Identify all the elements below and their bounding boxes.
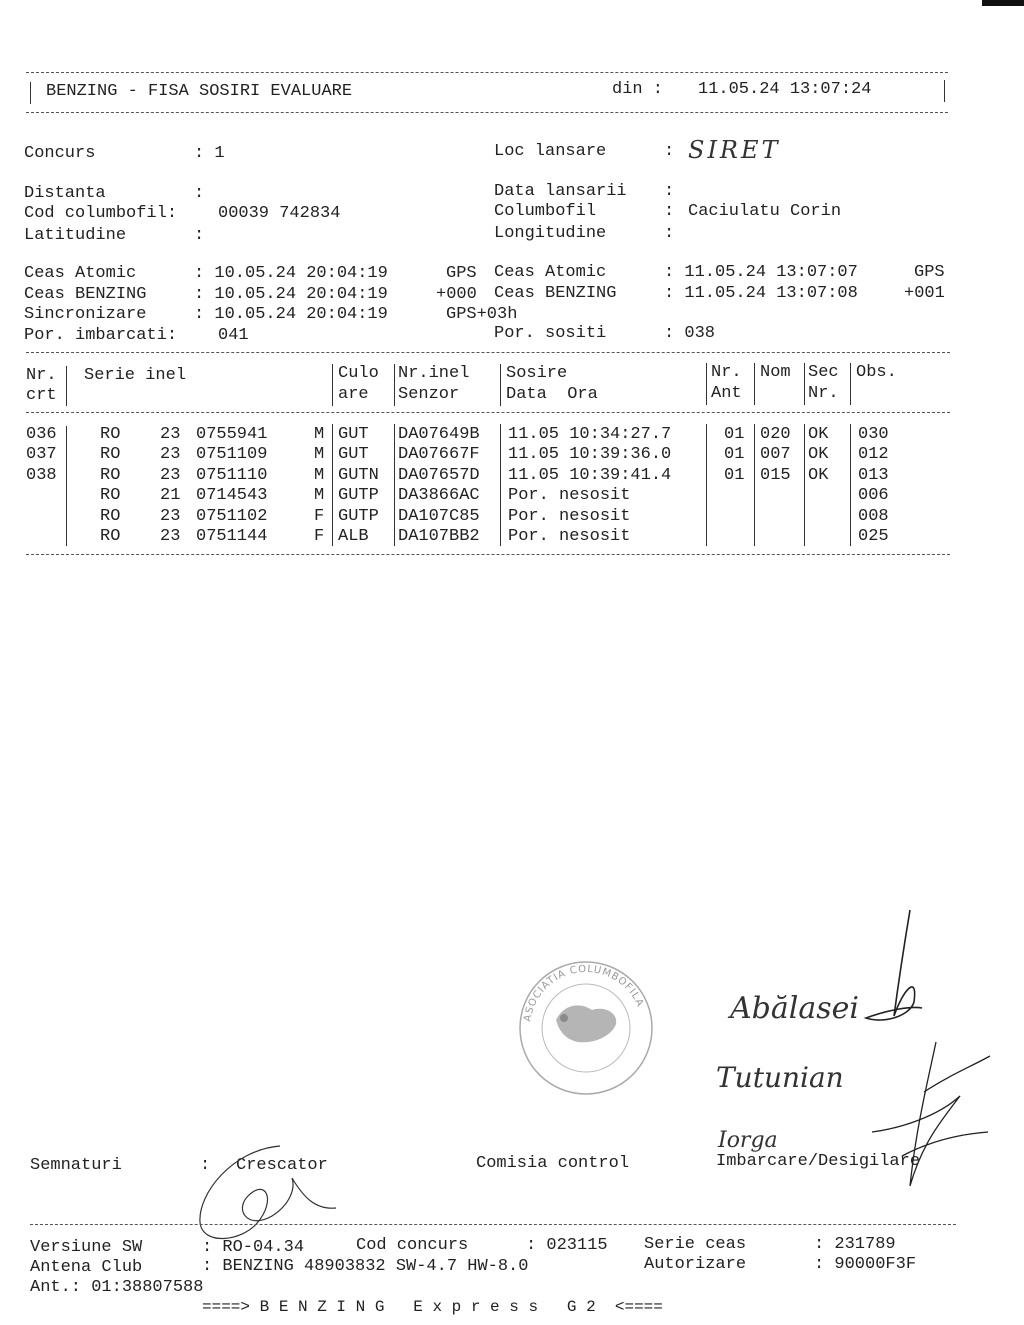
autorizare-label: Autorizare [644, 1255, 747, 1274]
cell-an: 23 [160, 425, 181, 444]
header-divider [850, 363, 851, 405]
comisia-control-label: Comisia control [476, 1154, 630, 1173]
cod-columbofil-label: Cod columbofil: [24, 204, 178, 223]
cell-inel: 0714543 [196, 486, 268, 506]
columbofil-label: Columbofil [494, 202, 597, 221]
col-ant-header: Ant [711, 384, 742, 403]
body-divider [332, 424, 333, 546]
cell-obs: 013 [858, 465, 889, 485]
col-sec-header: Sec [808, 363, 839, 382]
cell-tara: RO [100, 425, 121, 444]
report-date-label: din : [612, 80, 664, 99]
cell-tara: RO [100, 445, 121, 465]
col-senzor-header: Senzor [398, 385, 460, 404]
data-lansarii-sep: : [664, 182, 675, 201]
col-culoare-header: are [338, 385, 369, 404]
handwritten-name-3: Iorga [718, 1128, 778, 1153]
cell-sex: M [314, 465, 325, 485]
columbofil-value: Caciulatu Corin [688, 202, 842, 221]
cell-sosire: Por. nesosit [508, 506, 631, 526]
clock-right-label: Ceas Atomic [494, 263, 607, 282]
cell-sex: M [314, 486, 325, 506]
cell-sex: F [314, 527, 325, 546]
cell-obs: 012 [858, 445, 889, 465]
antena-club-label: Antena Club [30, 1258, 143, 1277]
col-sosire-header: Data Ora [506, 385, 598, 404]
header-right-border [944, 80, 945, 102]
semnaturi-label: Semnaturi [30, 1156, 122, 1175]
cell-an: 23 [160, 445, 181, 465]
col-nr-header: Nr. [26, 366, 57, 385]
col-nom-header: Nom [760, 363, 791, 382]
clock-right-suffix: GPS [914, 263, 945, 282]
signature-scribble-comisia-2 [862, 1036, 992, 1192]
distanta-sep: : [194, 184, 205, 203]
cell-sex: F [314, 506, 325, 526]
stamp-text: ASOCIATIA COLUMBOFILA [522, 963, 646, 1023]
cell-culoare: GUTP [338, 506, 379, 526]
table-header-rule [26, 412, 950, 413]
header-divider [66, 366, 67, 406]
autorizare-value: : 90000F3F [814, 1255, 917, 1274]
clock-right-value: : 11.05.24 13:07:07 [664, 263, 858, 282]
cell-culoare: GUT [338, 445, 369, 465]
clock-left-label: Ceas BENZING [24, 285, 147, 304]
cell-sec: OK [808, 445, 829, 465]
association-stamp [508, 954, 664, 1100]
concurs-label: Concurs [24, 144, 96, 163]
handwritten-name-2: Tutunian [716, 1061, 844, 1094]
header-divider [754, 363, 755, 405]
cell-senzor: DA107C85 [398, 506, 480, 526]
cell-ant: 01 [724, 465, 745, 485]
clock-left-suffix: +000 [436, 285, 477, 304]
report-date: 11.05.24 13:07:24 [698, 80, 872, 99]
cell-sex: M [314, 425, 325, 444]
loc-lansare-label: Loc lansare [494, 142, 607, 161]
cell-inel: 0751109 [196, 445, 268, 465]
cell-tara: RO [100, 527, 121, 546]
cell-senzor: DA107BB2 [398, 527, 480, 546]
cell-culoare: GUTN [338, 465, 379, 485]
clock-right-label: Ceas BENZING [494, 284, 617, 303]
col-senzor-header: Nr.inel [398, 364, 470, 383]
body-divider [804, 424, 805, 546]
cell-obs: 008 [858, 506, 889, 526]
header-top-rule [26, 72, 948, 73]
antena-club-value: : BENZING 48903832 SW-4.7 HW-8.0 [202, 1257, 529, 1276]
clock-left-suffix: GPS+03h [446, 305, 518, 324]
por-imbarcati-value: 041 [218, 326, 249, 345]
header-bottom-rule [26, 112, 948, 113]
cell-nr: 038 [26, 465, 57, 485]
columbofil-sep: : [664, 202, 675, 221]
header-divider [332, 364, 333, 406]
cell-sosire: Por. nesosit [508, 486, 631, 506]
cell-nom: 015 [760, 465, 791, 485]
cod-concurs-value: : 023115 [526, 1236, 608, 1255]
body-divider [706, 424, 707, 546]
report-title: BENZING - FISA SOSIRI EVALUARE [46, 82, 353, 101]
clock-left-value: : 10.05.24 20:04:19 [194, 305, 388, 324]
clock-right-value: : 11.05.24 13:07:08 [664, 284, 858, 303]
body-divider [500, 424, 501, 546]
cell-sosire: Por. nesosit [508, 527, 631, 546]
cell-culoare: GUT [338, 425, 369, 444]
distanta-label: Distanta [24, 184, 106, 203]
por-sositi-label: Por. sositi [494, 324, 607, 343]
table-bottom-rule [26, 554, 950, 555]
body-divider [754, 424, 755, 546]
por-imbarcati-label: Por. imbarcati: [24, 326, 178, 345]
col-culoare-header: Culo [338, 364, 379, 383]
imbarcare-desigilare-label: Imbarcare/Desigilare [716, 1152, 921, 1171]
benzing-brand-line: ====> B E N Z I N G E x p r e s s G 2 <==== [202, 1298, 663, 1316]
col-serie-header: Serie inel [84, 366, 187, 385]
col-ant-header: Nr. [711, 363, 742, 382]
body-divider [66, 426, 67, 546]
signature-scribble-comisia-1 [858, 906, 928, 1034]
cell-sec: OK [808, 425, 829, 444]
scan-edge-mark [982, 0, 1024, 6]
cell-senzor: DA3866AC [398, 486, 480, 506]
longitudine-label: Longitudine [494, 224, 607, 243]
cell-an: 23 [160, 465, 181, 485]
cell-senzor: DA07649B [398, 425, 480, 444]
cell-senzor: DA07667F [398, 445, 480, 465]
cell-obs: 025 [858, 527, 889, 546]
cell-inel: 0751110 [196, 465, 268, 485]
cell-tara: RO [100, 486, 121, 506]
crescator-label: Crescator [236, 1156, 328, 1175]
cell-an: 23 [160, 527, 181, 546]
table-top-rule [26, 352, 950, 353]
col-nr-header: crt [26, 386, 57, 405]
cell-inel: 0751102 [196, 506, 268, 526]
cell-senzor: DA07657D [398, 465, 480, 485]
serie-ceas-label: Serie ceas [644, 1235, 747, 1254]
cell-sosire: 11.05 10:34:27.7 [508, 425, 672, 444]
data-lansarii-label: Data lansarii [494, 182, 627, 201]
signature-scribble-crescator [192, 1138, 342, 1250]
cell-nom: 020 [760, 425, 791, 444]
cod-concurs-label: Cod concurs [356, 1236, 469, 1255]
cell-obs: 030 [858, 425, 889, 444]
cell-sec: OK [808, 465, 829, 485]
versiune-sw-value: : RO-04.34 [202, 1238, 305, 1257]
loc-lansare-handwritten: SIRET [688, 136, 781, 164]
col-obs-header: Obs. [856, 363, 897, 382]
cod-columbofil-value: 00039 742834 [218, 204, 341, 223]
clock-right-suffix: +001 [904, 284, 945, 303]
col-sosire-header: Sosire [506, 364, 568, 383]
latitudine-sep: : [194, 226, 205, 245]
loc-lansare-sep: : [664, 142, 675, 161]
cell-culoare: GUTP [338, 486, 379, 506]
pigeon-icon [556, 1005, 616, 1042]
cell-sosire: 11.05 10:39:36.0 [508, 445, 672, 465]
cell-tara: RO [100, 465, 121, 485]
footer-top-rule [30, 1224, 956, 1225]
cell-nom: 007 [760, 445, 791, 465]
clock-left-value: : 10.05.24 20:04:19 [194, 285, 388, 304]
handwritten-name-1: Abălasei [730, 991, 859, 1026]
body-divider [394, 424, 395, 546]
cell-nr: 036 [26, 425, 57, 444]
cell-nr: 037 [26, 445, 57, 465]
latitudine-label: Latitudine [24, 226, 127, 245]
header-divider [394, 364, 395, 406]
antenna-id: Ant.: 01:38807588 [30, 1278, 204, 1297]
cell-inel: 0751144 [196, 527, 268, 546]
cell-inel: 0755941 [196, 425, 268, 444]
header-left-border [30, 82, 31, 104]
serie-ceas-value: : 231789 [814, 1235, 896, 1254]
clock-left-label: Sincronizare [24, 305, 147, 324]
header-divider [500, 364, 501, 406]
clock-left-suffix: GPS [446, 264, 477, 283]
clock-left-value: : 10.05.24 20:04:19 [194, 264, 388, 283]
clock-left-label: Ceas Atomic [24, 264, 137, 283]
longitudine-sep: : [664, 224, 675, 243]
concurs-value: : 1 [194, 144, 225, 163]
por-sositi-value: : 038 [664, 324, 716, 343]
cell-ant: 01 [724, 425, 745, 444]
header-divider [804, 363, 805, 405]
body-divider [850, 424, 851, 546]
cell-tara: RO [100, 506, 121, 526]
semnaturi-sep: : [200, 1156, 211, 1175]
cell-sex: M [314, 445, 325, 465]
cell-sosire: 11.05 10:39:41.4 [508, 465, 672, 485]
cell-an: 23 [160, 506, 181, 526]
cell-ant: 01 [724, 445, 745, 465]
col-sec-header: Nr. [808, 384, 839, 403]
cell-an: 21 [160, 486, 181, 506]
header-divider [706, 363, 707, 405]
cell-culoare: ALB [338, 527, 369, 546]
versiune-sw-label: Versiune SW [30, 1238, 143, 1257]
cell-obs: 006 [858, 486, 889, 506]
